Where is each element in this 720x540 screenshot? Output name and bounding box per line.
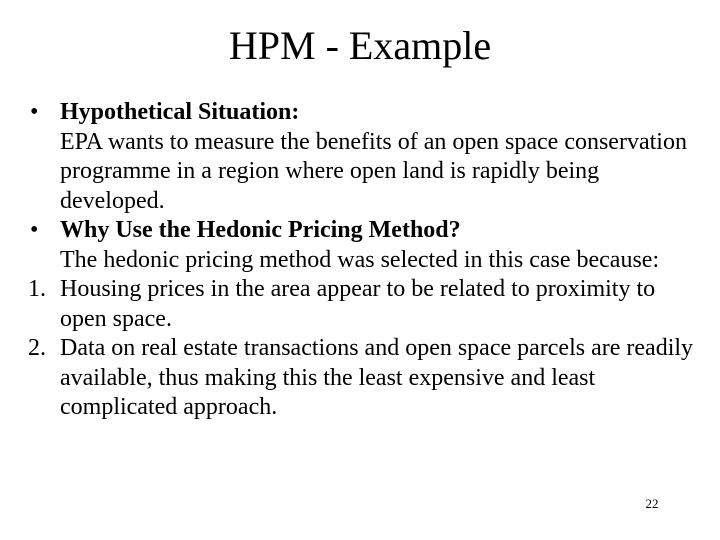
numbered-item-2 [28, 334, 698, 423]
numbered-item-1 [28, 275, 698, 334]
bullet-heading: Hypothetical Situation: [60, 99, 300, 125]
number-marker: 1. [28, 276, 46, 302]
bullet-text: The hedonic pricing method was selected in this case because: [60, 246, 660, 273]
bullet-text: EPA wants to measure the benefits of an open space conservation programme in a region where open land is rapidly being developed. [60, 128, 687, 214]
page-number: 22 [645, 496, 659, 511]
bullet-item-hypothetical-situation [28, 98, 698, 216]
bullet-heading: Why Use the Hedonic Pricing Method? [60, 217, 461, 243]
bullet-marker: • [30, 99, 39, 125]
bullet-marker: • [30, 217, 39, 243]
slide-content [28, 98, 698, 423]
numbered-text: Housing prices in the area appear to be related to proximity to open space. [60, 276, 656, 332]
slide-title: HPM - Example [228, 23, 492, 68]
numbered-text: Data on real estate transactions and open space parcels are readily available, thus making this the least expensive and least complicated approach. [60, 335, 694, 420]
number-marker: 2. [28, 335, 46, 361]
bullet-item-why-hedonic [28, 216, 698, 275]
